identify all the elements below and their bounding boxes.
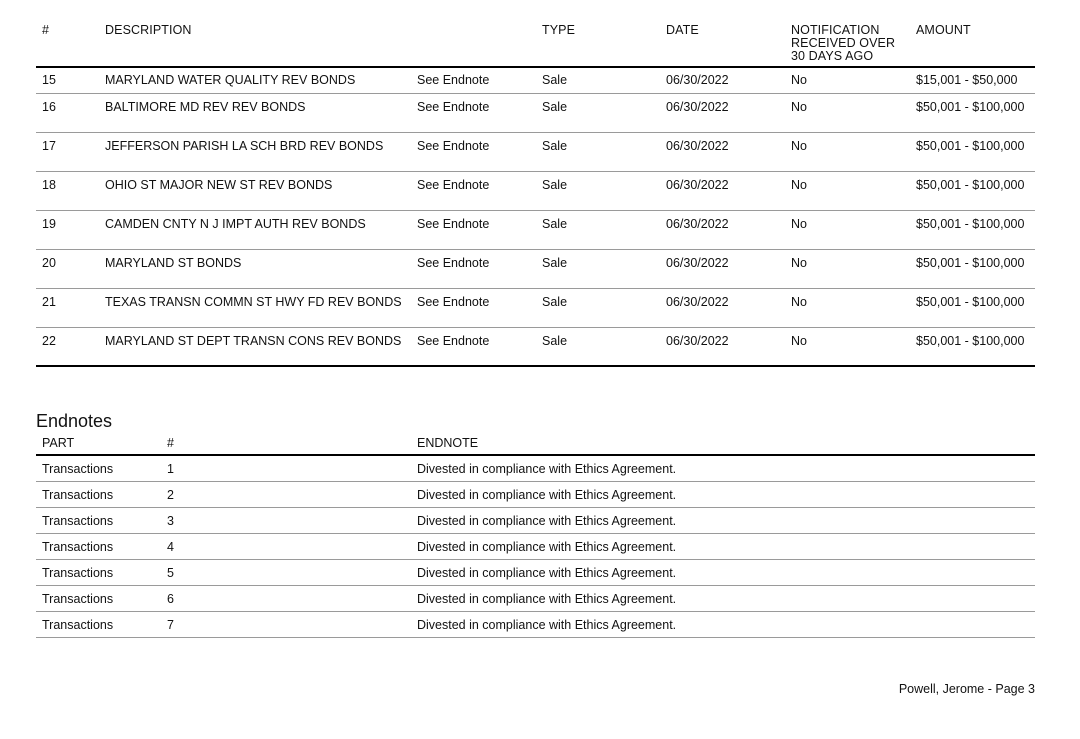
endnote-text: Divested in compliance with Ethics Agreement. [417, 513, 677, 528]
col-header-num: # [42, 23, 50, 37]
row-notification: No [791, 177, 807, 192]
endnote-text: Divested in compliance with Ethics Agreement. [417, 617, 677, 632]
row-description: MARYLAND WATER QUALITY REV BONDS [105, 73, 356, 87]
col-header-description: DESCRIPTION [105, 23, 192, 37]
row-description: TEXAS TRANSN COMMN ST HWY FD REV BONDS [105, 294, 402, 309]
endnote-part: Transactions [42, 591, 114, 606]
table-row [36, 67, 1035, 93]
table-row [36, 508, 1035, 534]
table-row [36, 455, 1035, 482]
endnote-num: 2 [167, 487, 174, 502]
endnotes-header-row [36, 432, 1035, 455]
row-date: 06/30/2022 [666, 99, 729, 114]
row-num: 21 [42, 294, 56, 309]
row-type: Sale [542, 216, 568, 231]
row-endnote: See Endnote [417, 99, 490, 114]
endnotes-table [36, 432, 1035, 638]
row-amount: $50,001 - $100,000 [916, 255, 1025, 270]
table-row [36, 93, 1035, 132]
table-row [36, 210, 1035, 249]
row-num: 15 [42, 73, 56, 87]
row-notification: No [791, 73, 807, 87]
row-type: Sale [542, 294, 568, 309]
row-notification: No [791, 216, 807, 231]
col-header-blank [411, 18, 536, 67]
row-notification: No [791, 138, 807, 153]
table-row [36, 327, 1035, 366]
row-description: CAMDEN CNTY N J IMPT AUTH REV BONDS [105, 216, 366, 231]
table-row [36, 132, 1035, 171]
endnotes-heading: Endnotes [36, 410, 113, 431]
row-num: 19 [42, 216, 56, 231]
row-type: Sale [542, 73, 568, 87]
endnote-num: 1 [167, 461, 174, 476]
endnote-part: Transactions [42, 539, 114, 554]
row-num: 20 [42, 255, 56, 270]
row-type: Sale [542, 255, 568, 270]
table-row [36, 482, 1035, 508]
row-notification: No [791, 255, 807, 270]
table-row [36, 612, 1035, 638]
endnote-part: Transactions [42, 617, 114, 632]
row-num: 17 [42, 138, 56, 153]
col-header-part: PART [42, 436, 75, 450]
table-row [36, 249, 1035, 288]
col-header-date: DATE [666, 23, 699, 37]
endnote-num: 5 [167, 565, 174, 580]
col-header-num: # [167, 436, 174, 450]
row-type: Sale [542, 177, 568, 192]
endnotes-section [36, 432, 1035, 638]
transactions-header-row [36, 18, 1035, 67]
row-num: 16 [42, 99, 56, 114]
row-description: JEFFERSON PARISH LA SCH BRD REV BONDS [105, 138, 384, 153]
row-description: MARYLAND ST BONDS [105, 255, 242, 270]
row-amount: $50,001 - $100,000 [916, 294, 1025, 309]
row-amount: $50,001 - $100,000 [916, 99, 1025, 114]
row-endnote: See Endnote [417, 138, 490, 153]
table-row [36, 288, 1035, 327]
endnote-num: 4 [167, 539, 174, 554]
page-footer: Powell, Jerome - Page 3 [898, 682, 1035, 696]
endnote-num: 7 [167, 617, 174, 632]
table-row [36, 534, 1035, 560]
row-endnote: See Endnote [417, 216, 490, 231]
row-type: Sale [542, 99, 568, 114]
row-endnote: See Endnote [417, 177, 490, 192]
table-row [36, 586, 1035, 612]
row-amount: $15,001 - $50,000 [916, 73, 1018, 87]
row-date: 06/30/2022 [666, 333, 729, 348]
endnote-part: Transactions [42, 487, 114, 502]
row-date: 06/30/2022 [666, 138, 729, 153]
endnote-text: Divested in compliance with Ethics Agreement. [417, 461, 677, 476]
endnote-text: Divested in compliance with Ethics Agreement. [417, 487, 677, 502]
row-amount: $50,001 - $100,000 [916, 177, 1025, 192]
row-description: MARYLAND ST DEPT TRANSN CONS REV BONDS [105, 333, 402, 348]
row-date: 06/30/2022 [666, 255, 729, 270]
transactions-section [36, 18, 1035, 367]
row-amount: $50,001 - $100,000 [916, 138, 1025, 153]
row-type: Sale [542, 333, 568, 348]
endnote-text: Divested in compliance with Ethics Agreement. [417, 539, 677, 554]
row-date: 06/30/2022 [666, 73, 729, 87]
endnote-text: Divested in compliance with Ethics Agreement. [417, 565, 677, 580]
endnote-part: Transactions [42, 513, 114, 528]
endnote-part: Transactions [42, 565, 114, 580]
col-header-notification: NOTIFICATION RECEIVED OVER 30 DAYS AGO [791, 23, 896, 63]
transactions-table [36, 18, 1035, 367]
row-date: 06/30/2022 [666, 177, 729, 192]
row-endnote: See Endnote [417, 73, 490, 87]
row-amount: $50,001 - $100,000 [916, 216, 1025, 231]
row-notification: No [791, 99, 807, 114]
row-description: OHIO ST MAJOR NEW ST REV BONDS [105, 177, 333, 192]
endnote-text: Divested in compliance with Ethics Agreement. [417, 591, 677, 606]
row-num: 18 [42, 177, 56, 192]
row-endnote: See Endnote [417, 255, 490, 270]
col-header-type: TYPE [542, 23, 576, 37]
col-header-amount: AMOUNT [916, 23, 971, 37]
row-endnote: See Endnote [417, 333, 490, 348]
row-notification: No [791, 333, 807, 348]
row-amount: $50,001 - $100,000 [916, 333, 1025, 348]
row-num: 22 [42, 333, 56, 348]
row-date: 06/30/2022 [666, 216, 729, 231]
col-header-endnote: ENDNOTE [417, 436, 479, 450]
table-row [36, 171, 1035, 210]
row-endnote: See Endnote [417, 294, 490, 309]
row-date: 06/30/2022 [666, 294, 729, 309]
endnote-part: Transactions [42, 461, 114, 476]
row-description: BALTIMORE MD REV REV BONDS [105, 99, 306, 114]
row-notification: No [791, 294, 807, 309]
endnote-num: 6 [167, 591, 174, 606]
table-row [36, 560, 1035, 586]
row-type: Sale [542, 138, 568, 153]
endnote-num: 3 [167, 513, 174, 528]
